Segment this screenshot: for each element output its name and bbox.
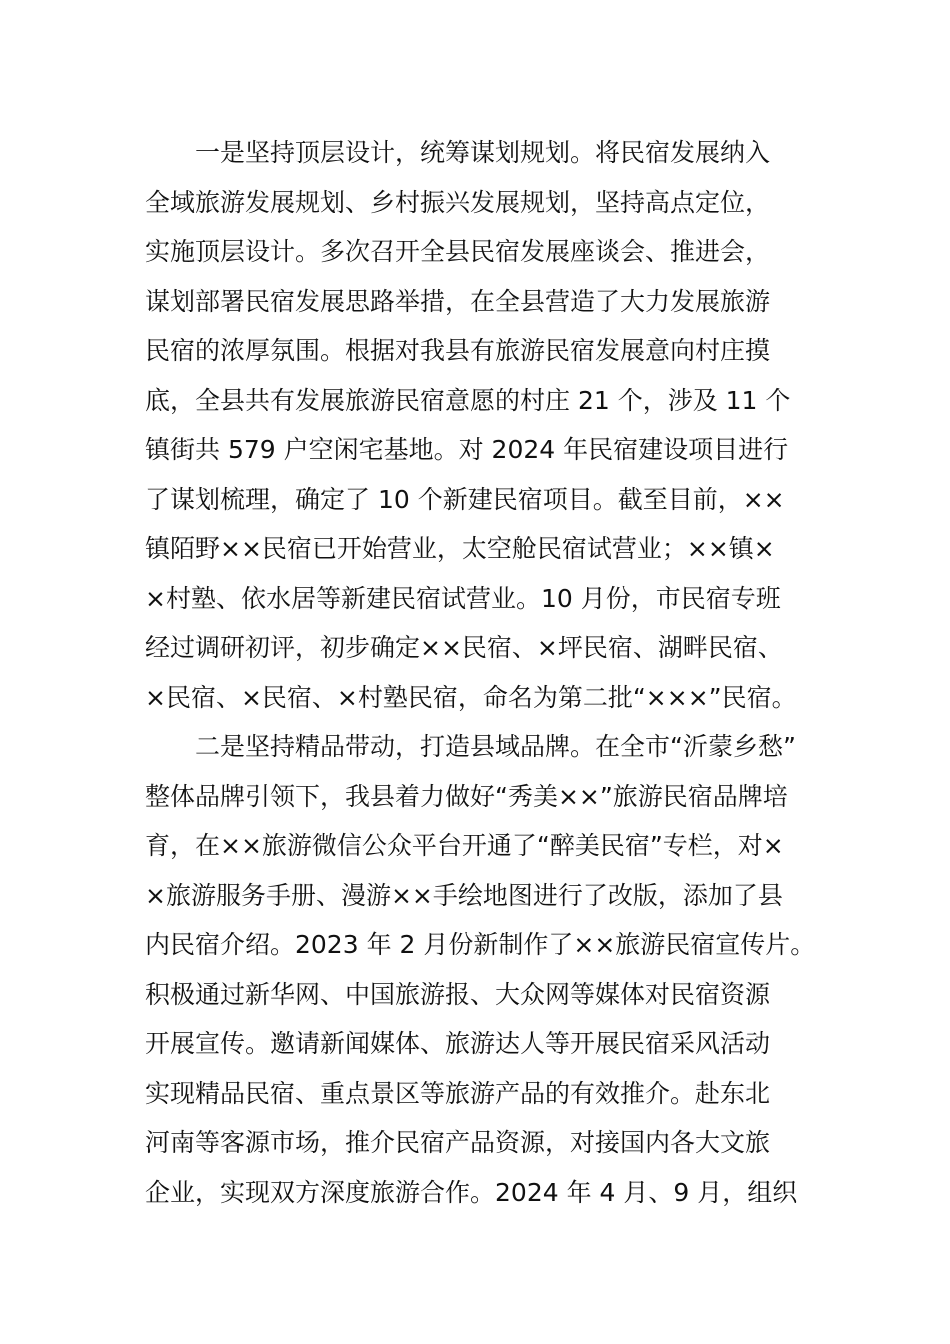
- paragraph-line: 企业，实现双方深度旅游合作。2024 年 4 月、9 月，组织: [145, 1177, 798, 1207]
- paragraph-top-level-design: [145, 128, 825, 722]
- paragraph-line: 河南等客源市场，推介民宿产品资源，对接国内各大文旅: [145, 1128, 771, 1157]
- paragraph-line: 实施顶层设计。多次召开全县民宿发展座谈会、推进会，: [145, 237, 771, 266]
- paragraph-line: 实现精品民宿、重点景区等旅游产品的有效推介。赴东北: [145, 1078, 771, 1108]
- paragraph-line: 了谋划梳理，确定了 10 个新建民宿项目。截至目前，××: [145, 484, 785, 514]
- paragraph-line: 谋划部署民宿发展思路举措，在全县营造了大力发展旅游: [145, 286, 771, 316]
- paragraph-line: ×旅游服务手册、漫游××手绘地图进行了改版，添加了县: [145, 880, 783, 910]
- paragraph-line: ×民宿、×民宿、×村塾民宿，命名为第二批“×××”民宿。: [145, 682, 797, 712]
- paragraph-quality-branding: [145, 722, 825, 1217]
- paragraph-line: ×村塾、依水居等新建民宿试营业。10 月份，市民宿专班: [145, 583, 781, 613]
- paragraph-line: 整体品牌引领下，我县着力做好“秀美××”旅游民宿品牌培: [145, 781, 788, 811]
- paragraph-line: 民宿的浓厚氛围。根据对我县有旅游民宿发展意向村庄摸: [145, 336, 771, 365]
- paragraph-line: 一是坚持顶层设计，统筹谋划规划。将民宿发展纳入: [195, 138, 771, 167]
- document-body: [145, 128, 825, 1217]
- paragraph-line: 经过调研初评，初步确定××民宿、×坪民宿、湖畔民宿、: [145, 633, 783, 662]
- paragraph-line: 积极通过新华网、中国旅游报、大众网等媒体对民宿资源: [145, 979, 771, 1009]
- paragraph-line: 镇街共 579 户空闲宅基地。对 2024 年民宿建设项目进行: [145, 435, 789, 464]
- paragraph-line: 底，全县共有发展旅游民宿意愿的村庄 21 个，涉及 11 个: [145, 385, 791, 415]
- paragraph-line: 育，在××旅游微信公众平台开通了“醉美民宿”专栏，对×: [145, 831, 784, 860]
- paragraph-line: 镇陌野××民宿已开始营业，太空舱民宿试营业；××镇×: [145, 534, 775, 563]
- paragraph-line: 开展宣传。邀请新闻媒体、旅游达人等开展民宿采风活动: [145, 1029, 771, 1058]
- paragraph-line: 内民宿介绍。2023 年 2 月份新制作了××旅游民宿宣传片。: [145, 930, 816, 959]
- paragraph-line: 全域旅游发展规划、乡村振兴发展规划，坚持高点定位，: [145, 187, 771, 217]
- paragraph-line: 二是坚持精品带动，打造县域品牌。在全市“沂蒙乡愁”: [195, 732, 796, 761]
